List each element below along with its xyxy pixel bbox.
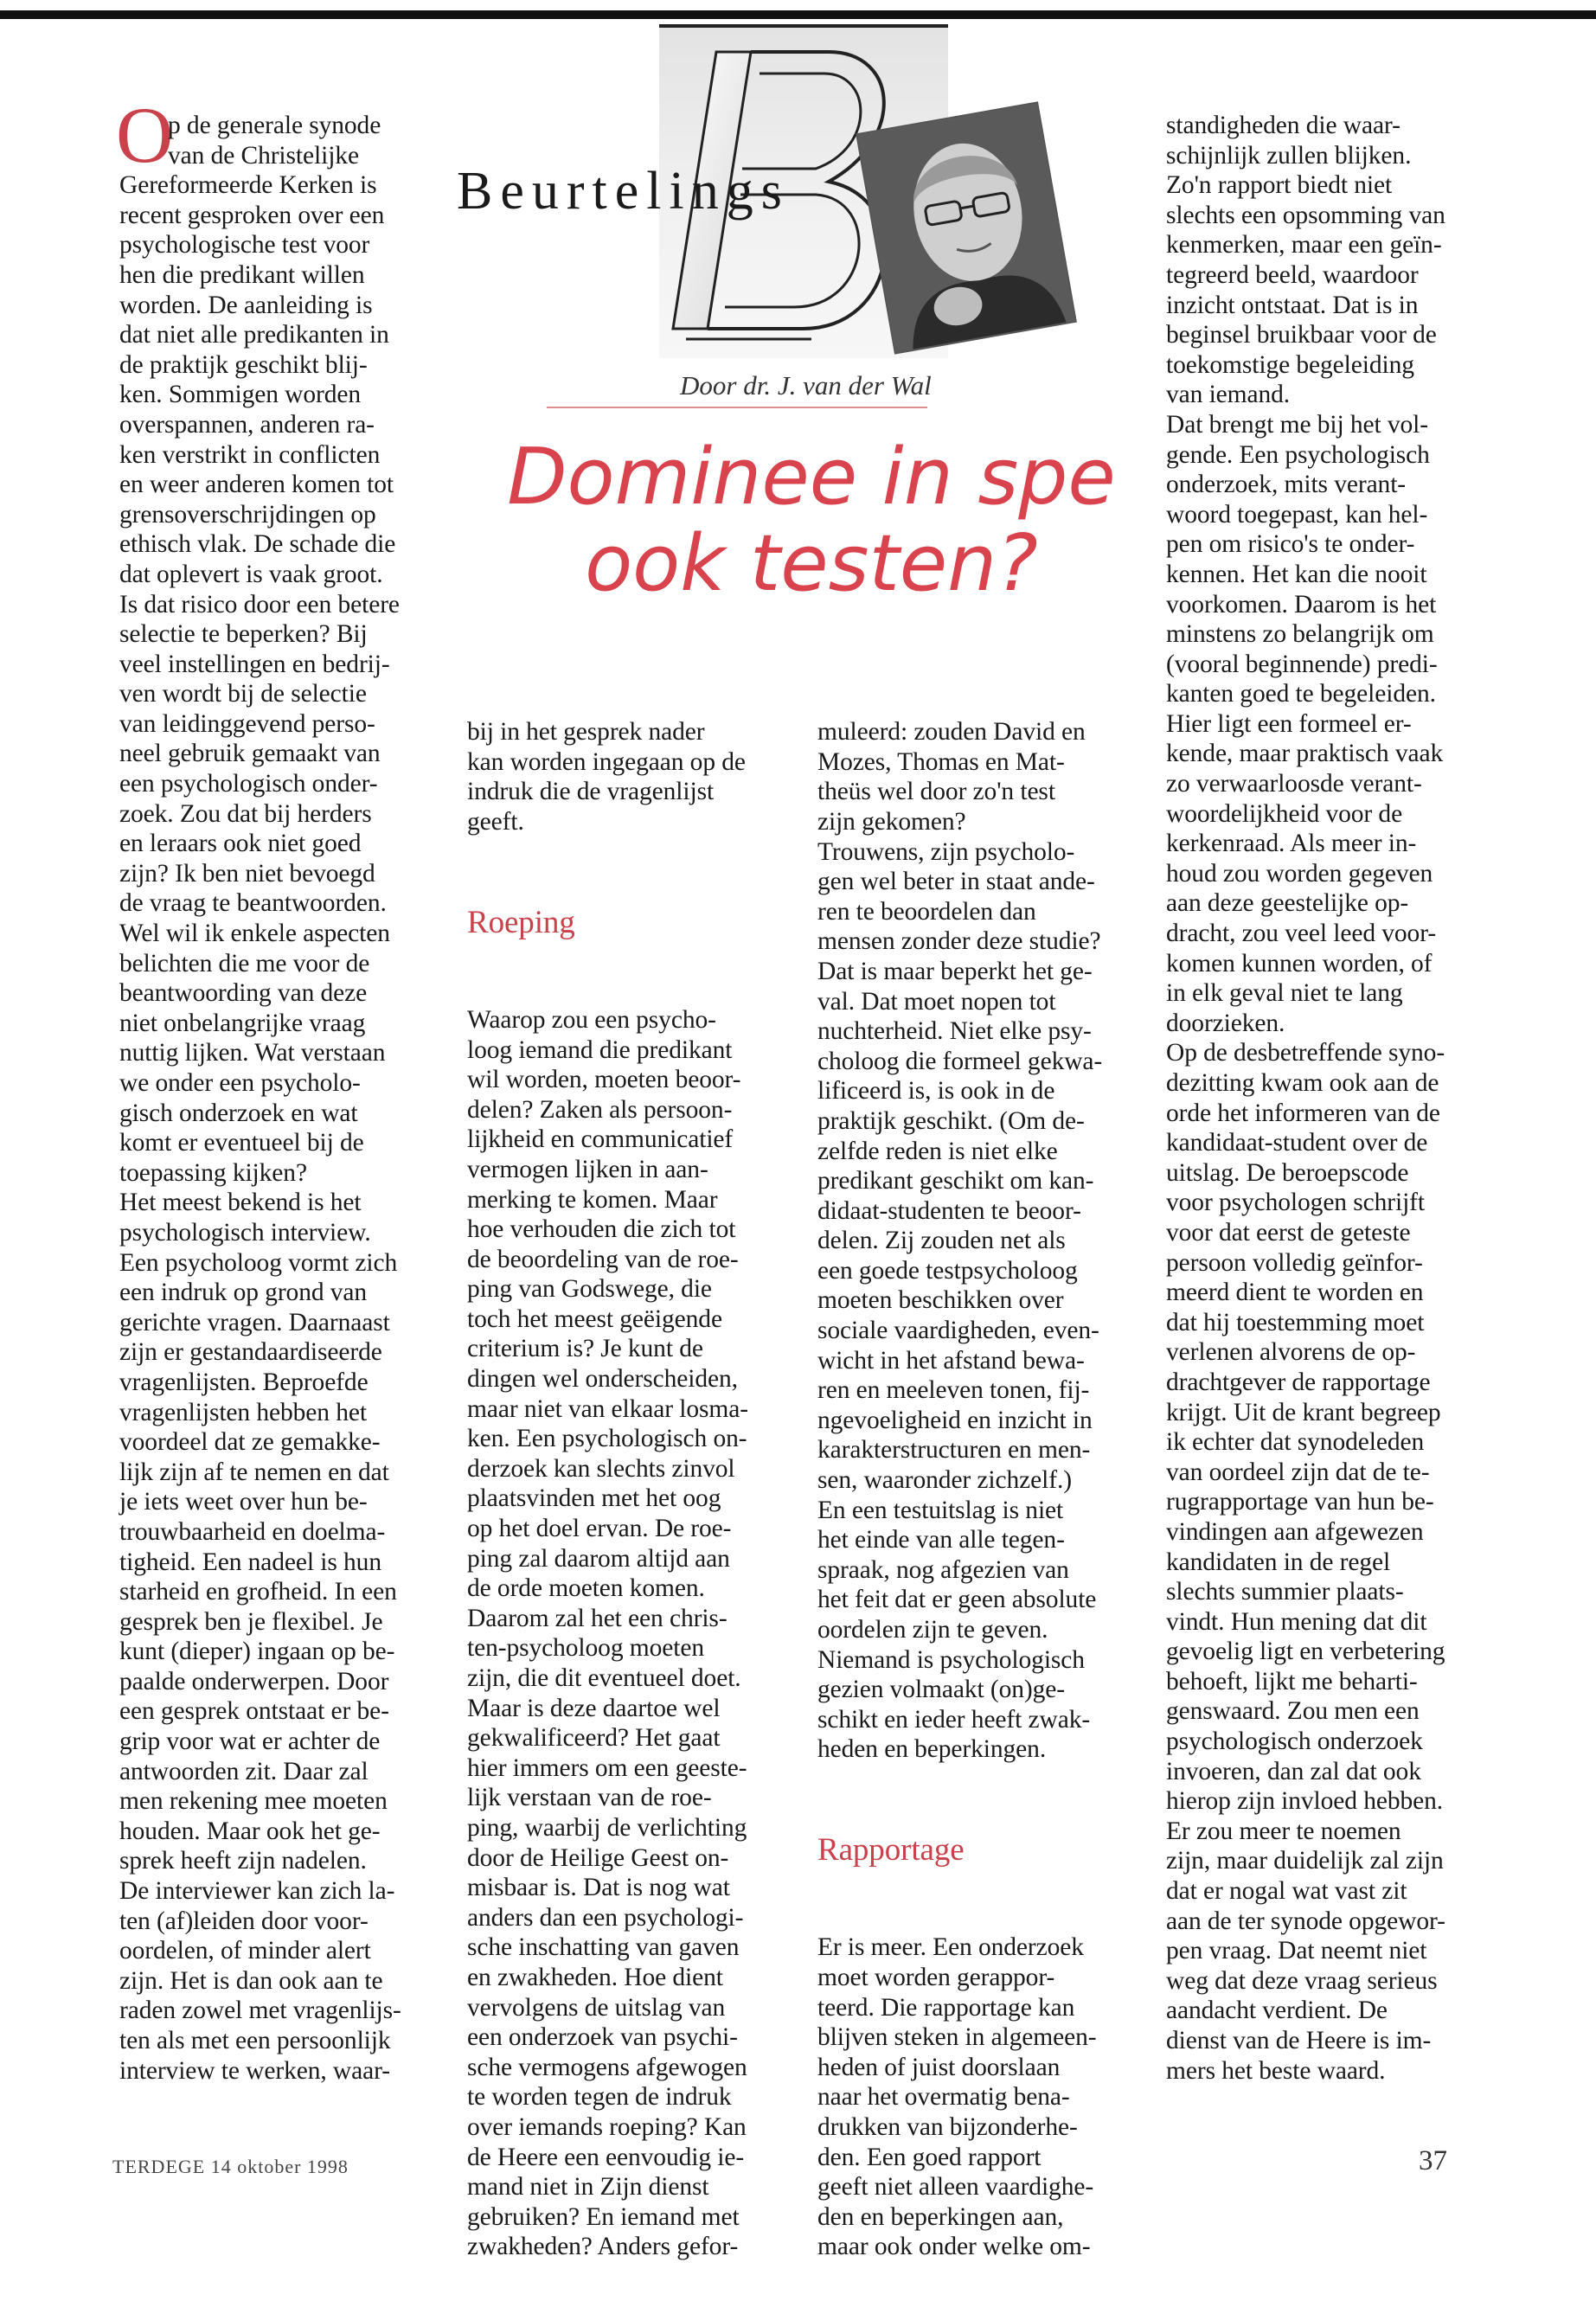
text-line: zijn gekomen?: [817, 807, 966, 836]
text-line: theüs wel door zo'n test: [817, 778, 1055, 806]
text-line: toch het meest geëigende: [467, 1304, 722, 1333]
text-line: Dat is maar beperkt het ge-: [817, 957, 1093, 985]
text-line: ik echter dat synodeleden: [1166, 1428, 1425, 1457]
text-line: oordelen, of minder alert: [119, 1937, 371, 1965]
text-line: uitslag. De beroepscode: [1166, 1158, 1409, 1187]
subhead-rapportage: Rapportage: [817, 1832, 965, 1868]
text-line: aandacht verdient. De: [1166, 1997, 1388, 2025]
text-line: Het meest bekend is het: [119, 1189, 362, 1217]
text-line: woordelijkheid voor de: [1166, 799, 1403, 828]
text-line: dienst van de Heere is im-: [1166, 2027, 1432, 2054]
text-line: vindingen aan afgewezen: [1166, 1517, 1424, 1546]
text-line: karakterstructuren en men-: [817, 1436, 1091, 1465]
text-line: ten (af)leiden door voor-: [119, 1907, 369, 1935]
text-line: ken. Sommigen worden: [119, 381, 362, 409]
text-line: zoek. Zou dat bij herders: [119, 799, 372, 828]
text-line: zwakheden? Anders gefor-: [467, 2233, 739, 2261]
text-line: loog iemand die predikant: [467, 1035, 733, 1064]
text-line: houd zou worden gegeven: [1166, 859, 1433, 888]
text-line: hierop zijn invloed hebben.: [1166, 1787, 1444, 1816]
text-line: een indruk op grond van: [119, 1279, 368, 1307]
text-line: over iemands roeping? Kan: [467, 2112, 747, 2141]
text-line: Gereformeerde Kerken is: [119, 171, 377, 200]
text-line: Daarom zal het een chris-: [467, 1604, 727, 1632]
text-line: sen, waaronder zichzelf.): [817, 1466, 1072, 1495]
text-line: veel instellingen en bedrij-: [119, 650, 390, 678]
text-line: gesprek ben je flexibel. Je: [119, 1607, 383, 1636]
text-line: een gesprek ontstaat er be-: [119, 1697, 389, 1726]
text-line: mand niet in Zijn dienst: [467, 2173, 709, 2202]
text-line: den en beperkingen aan,: [817, 2202, 1064, 2231]
text-line: komen kunnen worden, of: [1166, 949, 1433, 977]
text-line: orde het informeren van de: [1166, 1099, 1440, 1127]
text-line: voor dat eerst de geteste: [1166, 1218, 1411, 1247]
text-line: dat niet alle predikanten in: [119, 321, 389, 349]
text-line: drukken van bijzonderhe-: [817, 2112, 1078, 2141]
text-line: selectie te beperken? Bij: [119, 620, 368, 649]
text-line: gekwalificeerd? Het gaat: [467, 1724, 721, 1753]
text-line: tegreerd beeld, waardoor: [1166, 260, 1419, 289]
text-line: niet onbelangrijke vraag: [119, 1009, 366, 1037]
text-line: schikt en ieder heeft zwak-: [817, 1705, 1091, 1734]
text-line: zijn, maar duidelijk zal zijn: [1166, 1847, 1444, 1875]
text-line: ren te beoordelen dan: [817, 897, 1036, 926]
text-line: ping zal daarom altijd aan: [467, 1544, 730, 1573]
text-line: vragenlijsten. Beproefde: [119, 1368, 369, 1396]
text-line: beantwoording van deze: [119, 979, 368, 1008]
column-4: [1166, 111, 1445, 2086]
text-line: val. Dat moet nopen tot: [817, 987, 1056, 1016]
text-line: de Heere een eenvoudig ie-: [467, 2143, 745, 2171]
text-line: En een testuitslag is niet: [817, 1496, 1064, 1524]
text-line: muleerd: zouden David en: [817, 718, 1086, 747]
text-line: Een psycholoog vormt zich: [119, 1248, 398, 1277]
text-line: en weer anderen komen tot: [119, 471, 394, 499]
text-line: standigheden die waar-: [1166, 112, 1401, 139]
text-line: voordeel dat ze gemakke-: [119, 1428, 381, 1457]
text-line: belichten die me voor de: [119, 949, 370, 977]
text-line: aan deze geestelijke op-: [1166, 889, 1409, 918]
text-line: kende, maar praktisch vaak: [1166, 740, 1444, 768]
text-line: voor psychologen schrijft: [1166, 1189, 1425, 1217]
headline: [491, 434, 1131, 607]
subhead-roeping: Roeping: [467, 904, 575, 940]
text-line: Er zou meer te noemen: [1166, 1817, 1401, 1845]
text-line: ken. Een psychologisch on-: [467, 1425, 747, 1453]
text-line: van oordeel zijn dat de te-: [1166, 1458, 1430, 1486]
text-line: gezien volmaakt (on)ge-: [817, 1676, 1066, 1704]
text-line: psychologische test voor: [119, 231, 370, 260]
text-line: den. Een goed rapport: [817, 2143, 1042, 2171]
text-line: Zo'n rapport biedt niet: [1166, 171, 1393, 200]
text-line: lijk verstaan van de roe-: [467, 1784, 712, 1812]
text-line: worden. De aanleiding is: [119, 291, 373, 319]
text-line: plaatsvinden met het oog: [467, 1484, 721, 1513]
text-line: een goede testpsycholoog: [817, 1256, 1078, 1285]
text-line: ten als met een persoonlijk: [119, 2027, 391, 2054]
text-line: de beoordeling van de roe-: [467, 1245, 739, 1273]
text-line: Wel wil ik enkele aspecten: [119, 920, 390, 948]
text-line: paalde onderwerpen. Door: [119, 1667, 389, 1695]
text-line: meerd dient te worden en: [1166, 1279, 1424, 1307]
text-line: overspannen, anderen ra-: [119, 410, 375, 439]
text-line: vermogen lijken in aan-: [467, 1155, 708, 1183]
text-line: antwoorden zit. Daar zal: [119, 1757, 369, 1785]
text-line: een psychologisch onder-: [119, 770, 378, 798]
text-line: praktijk geschikt. (Om de-: [817, 1106, 1085, 1135]
text-line: gerichte vragen. Daarnaast: [119, 1308, 390, 1336]
text-line: geeft niet alleen vaardighe-: [817, 2173, 1094, 2202]
headline-line-2: ook testen?: [585, 518, 1038, 609]
text-line: van leidinggevend perso-: [119, 709, 375, 738]
text-line: tigheid. Een nadeel is hun: [119, 1548, 381, 1576]
text-line: starheid en grofheid. In een: [119, 1578, 397, 1606]
text-line: zijn. Het is dan ook aan te: [119, 1966, 383, 1995]
text-line: toekomstige begeleiding: [1166, 350, 1414, 379]
text-line: voorkomen. Daarom is het: [1166, 590, 1437, 619]
text-line: psychologisch onderzoek: [1166, 1727, 1423, 1756]
text-line: ken verstrikt in conflicten: [119, 440, 381, 469]
text-line: interview te werken, waar-: [119, 2056, 390, 2085]
text-line: derzoek kan slechts zinvol: [467, 1454, 735, 1483]
text-line: de orde moeten komen.: [467, 1574, 705, 1603]
text-line: moeten beschikken over: [817, 1286, 1064, 1315]
text-line: raden zowel met vragenlijs-: [119, 1997, 401, 2025]
text-line: we onder een psycholo-: [119, 1069, 361, 1097]
text-line: aan de ter synode opgewor-: [1166, 1907, 1445, 1935]
text-line: trouwbaarheid en doelma-: [119, 1517, 386, 1546]
text-line: bij in het gesprek nader: [467, 718, 705, 747]
text-line: blijven steken in algemeen-: [817, 2023, 1097, 2052]
text-line: heden en beperkingen.: [817, 1735, 1047, 1764]
text-line: vragenlijsten hebben het: [119, 1398, 367, 1426]
text-line: de praktijk geschikt blij-: [119, 350, 368, 379]
text-line: recent gesproken over een: [119, 201, 385, 229]
text-line: kandidaten in de regel: [1166, 1548, 1391, 1576]
text-line: neel gebruik gemaakt van: [119, 740, 381, 768]
text-line: drachtgever de rapportage: [1166, 1368, 1431, 1396]
text-line: mensen zonder deze studie?: [817, 927, 1101, 956]
text-line: gebruiken? En iemand met: [467, 2202, 740, 2231]
text-line: zijn, die dit eventueel doet.: [467, 1664, 741, 1692]
text-line: ten-psycholoog moeten: [467, 1634, 704, 1663]
text-line: zo verwaarloosde verant-: [1166, 770, 1422, 798]
text-line: Er is meer. Een onderzoek: [817, 1933, 1084, 1962]
text-line: nuttig lijken. Wat verstaan: [119, 1039, 386, 1067]
text-line: houden. Maar ook het ge-: [119, 1817, 381, 1845]
text-line: gen wel beter in staat ande-: [817, 868, 1095, 896]
column-3-body: [817, 1932, 1102, 2262]
text-line: kunt (dieper) ingaan op be-: [119, 1638, 395, 1666]
text-line: grip voor wat er achter de: [119, 1727, 381, 1756]
text-line: en leraars ook niet goed: [119, 830, 362, 858]
text-line: gevoelig ligt en verbetering: [1166, 1638, 1445, 1666]
text-line: minstens zo belangrijk om: [1166, 620, 1434, 649]
text-line: grensoverschrijdingen op: [119, 500, 376, 529]
text-line: behoeft, lijkt me beharti-: [1166, 1667, 1418, 1695]
text-line: invoeren, dan zal dat ook: [1166, 1757, 1421, 1785]
text-line: lijkheid en communicatief: [467, 1125, 734, 1154]
text-line: komt er eventueel bij de: [119, 1129, 364, 1157]
column-3: [817, 657, 1102, 2291]
text-line: Op de desbetreffende syno-: [1166, 1039, 1445, 1067]
text-line: anders dan een psychologi-: [467, 1903, 744, 1932]
text-line: pen om risico's te onder-: [1166, 530, 1415, 559]
text-line: dat oplevert is vaak groot.: [119, 560, 383, 588]
text-line: zijn er gestandaardiseerde: [119, 1338, 382, 1367]
text-line: ven wordt bij de selectie: [119, 680, 367, 708]
top-rule: [0, 10, 1596, 19]
text-line: inzicht ontstaat. Dat is in: [1166, 291, 1419, 319]
text-line: kennen. Het kan die nooit: [1166, 560, 1427, 588]
text-line: gende. Een psychologisch: [1166, 440, 1430, 469]
text-line: wil worden, moeten beoor-: [467, 1066, 741, 1094]
text-line: (vooral beginnende) predi-: [1166, 650, 1438, 678]
text-line: oordelen zijn te geven.: [817, 1616, 1048, 1644]
text-line: maar ook onder welke om-: [817, 2233, 1091, 2261]
text-line: kandidaat-student over de: [1166, 1129, 1428, 1157]
text-line: je iets weet over hun be-: [119, 1488, 368, 1516]
text-line: genswaard. Zou men een: [1166, 1697, 1420, 1726]
text-line: krijgt. Uit de krant begreep: [1166, 1398, 1441, 1426]
headline-line-1: Dominee in spe: [507, 432, 1116, 522]
section-title: Beurtelings: [457, 162, 790, 221]
text-line: heden of juist doorslaan: [817, 2053, 1061, 2081]
text-line: kerkenraad. Als meer in-: [1166, 830, 1417, 858]
column-2-intro: [467, 717, 748, 836]
column-2-body: [467, 1005, 748, 2262]
text-line: geeft.: [467, 807, 524, 836]
text-line: men rekening mee moeten: [119, 1787, 388, 1816]
text-line: maar niet van elkaar losma-: [467, 1394, 748, 1423]
text-line: didaat-studenten te beoor-: [817, 1196, 1081, 1225]
text-line: slechts summier plaats-: [1166, 1578, 1404, 1606]
text-line: sche inschatting van gaven: [467, 1933, 740, 1962]
text-line: rugrapportage van hun be-: [1166, 1488, 1434, 1516]
drop-cap: O: [116, 91, 174, 179]
text-line: onderzoek, mits verant-: [1166, 471, 1407, 499]
byline-rule: [547, 407, 927, 408]
text-line: delen? Zaken als persoon-: [467, 1095, 733, 1124]
text-line: moet worden gerappor-: [817, 1963, 1055, 1991]
text-line: Hier ligt een formeel er-: [1166, 709, 1412, 738]
author-photo: [856, 101, 1077, 354]
text-line: Mozes, Thomas en Mat-: [817, 747, 1065, 776]
text-line: hoe verhouden die zich tot: [467, 1215, 736, 1244]
text-line: criterium is? Je kunt de: [467, 1335, 703, 1363]
text-line: mers het beste waard.: [1166, 2056, 1386, 2085]
text-line: kenmerken, maar een geïn-: [1166, 231, 1442, 260]
text-line: predikant geschikt om kan-: [817, 1167, 1094, 1195]
text-line: een onderzoek van psychi-: [467, 2023, 738, 2052]
text-line: psychologisch interview.: [119, 1218, 371, 1247]
text-line: Is dat risico door een betere: [119, 590, 400, 619]
text-line: dat hij toestemming moet: [1166, 1308, 1425, 1336]
text-line: Niemand is psychologisch: [817, 1645, 1085, 1674]
text-line: ngevoeligheid en inzicht in: [817, 1406, 1093, 1434]
text-line: merking te komen. Maar: [467, 1185, 718, 1214]
text-line: wicht in het afstand bewa-: [817, 1346, 1085, 1375]
text-line: van de Christelijke: [168, 141, 359, 170]
text-line: Dat brengt me bij het vol-: [1166, 410, 1428, 439]
text-line: dracht, zou veel leed voor-: [1166, 920, 1437, 948]
text-line: dat er nogal wat vast zit: [1166, 1877, 1407, 1906]
text-line: gisch onderzoek en wat: [119, 1099, 358, 1127]
text-line: Maar is deze daartoe wel: [467, 1694, 721, 1722]
text-line: kanten goed te begeleiden.: [1166, 680, 1436, 708]
text-line: woord toegepast, kan hel-: [1166, 500, 1428, 529]
text-line: sche vermogens afgewogen: [467, 2053, 747, 2081]
text-line: dezitting kwam ook aan de: [1166, 1069, 1439, 1097]
text-line: en zwakheden. Hoe dient: [467, 1963, 723, 1991]
text-line: De interviewer kan zich la-: [119, 1877, 395, 1906]
text-line: dingen wel onderscheiden,: [467, 1365, 738, 1394]
text-line: ren en meeleven tonen, fij-: [817, 1376, 1090, 1405]
text-line: verlenen alvorens de op-: [1166, 1338, 1416, 1367]
text-line: het feit dat er geen absolute: [817, 1586, 1097, 1614]
text-line: schijnlijk zullen blijken.: [1166, 141, 1412, 170]
text-line: lificeerd is, is ook in de: [817, 1077, 1055, 1106]
text-line: persoon volledig geïnfor-: [1166, 1248, 1423, 1277]
text-line: sociale vaardigheden, even-: [817, 1317, 1099, 1345]
column-3-intro: [817, 717, 1102, 1765]
column-1: [119, 111, 401, 2086]
footer-publication: TERDEGE 14 oktober 1998: [112, 2156, 349, 2177]
text-line: pen vraag. Dat neemt niet: [1166, 1937, 1427, 1965]
text-line: vervolgens de uitslag van: [467, 1993, 726, 2022]
text-line: te worden tegen de indruk: [467, 2083, 732, 2112]
text-line: kan worden ingegaan op de: [467, 747, 746, 776]
column-2: [467, 657, 748, 2291]
text-line: doorzieken.: [1166, 1009, 1285, 1037]
text-line: beginsel bruikbaar voor de: [1166, 321, 1437, 349]
text-line: hier immers om een geeste-: [467, 1753, 747, 1782]
text-line: toepassing kijken?: [119, 1158, 307, 1187]
text-line: misbaar is. Dat is nog wat: [467, 1874, 730, 1902]
text-line: de vraag te beantwoorden.: [119, 889, 387, 918]
text-line: zelfde reden is niet elke: [817, 1137, 1058, 1165]
text-line: weg dat deze vraag serieus: [1166, 1966, 1438, 1995]
text-line: door de Heilige Geest on-: [467, 1843, 729, 1872]
text-line: in elk geval niet te lang: [1166, 979, 1403, 1008]
text-line: nuchterheid. Niet elke psy-: [817, 1017, 1092, 1046]
text-line: ethisch vlak. De schade die: [119, 530, 396, 559]
text-line: slechts een opsomming van: [1166, 201, 1445, 229]
text-line: spraak, nog afgezien van: [817, 1555, 1069, 1584]
text-line: sprek heeft zijn nadelen.: [119, 1847, 367, 1875]
text-line: zijn? Ik ben niet bevoegd: [119, 859, 375, 888]
page-number: 37: [1419, 2145, 1447, 2176]
text-line: Waarop zou een psycho-: [467, 1005, 716, 1034]
text-line: Trouwens, zijn psycholo-: [817, 837, 1075, 866]
text-line: indruk die de vragenlijst: [467, 778, 715, 806]
byline: Door dr. J. van der Wal: [680, 370, 932, 401]
text-line: ping van Godswege, die: [467, 1275, 712, 1304]
text-line: ping, waarbij de verlichting: [467, 1813, 747, 1842]
text-line: op het doel ervan. De roe-: [467, 1515, 732, 1543]
text-line: naar het overmatig bena-: [817, 2083, 1070, 2112]
text-line: choloog die formeel gekwa-: [817, 1047, 1103, 1075]
text-line: p de generale synode: [168, 112, 381, 139]
text-line: delen. Zij zouden net als: [817, 1227, 1066, 1255]
text-line: teerd. Die rapportage kan: [817, 1993, 1075, 2022]
text-line: vindt. Hun mening dat dit: [1166, 1607, 1427, 1636]
text-line: lijk zijn af te nemen en dat: [119, 1458, 389, 1486]
text-line: het einde van alle tegen-: [817, 1526, 1065, 1554]
text-line: van iemand.: [1166, 381, 1291, 409]
text-line: hen die predikant willen: [119, 260, 365, 289]
